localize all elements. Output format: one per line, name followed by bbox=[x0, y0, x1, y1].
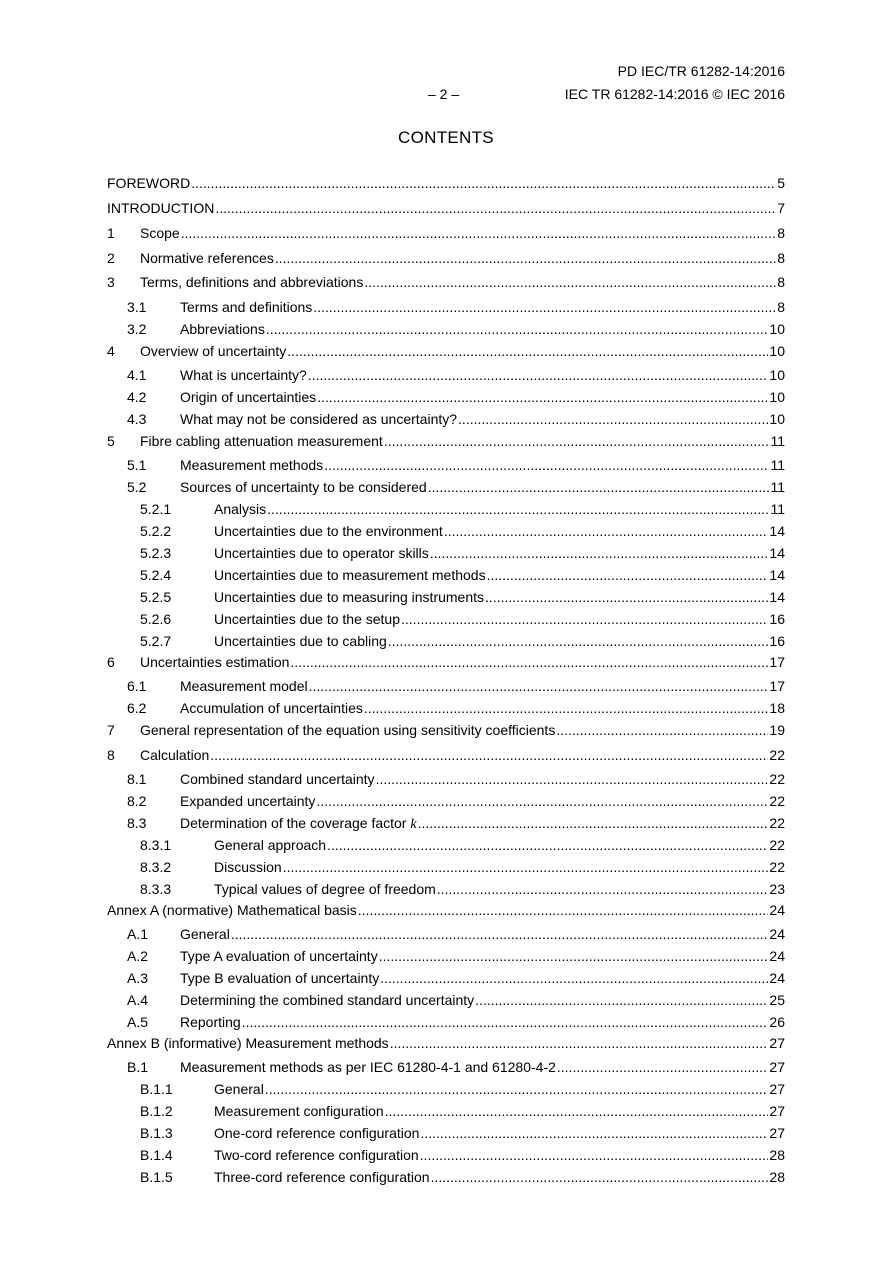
toc-dot-leader bbox=[327, 837, 768, 853]
toc-entry-page: 22 bbox=[769, 837, 785, 853]
toc-dot-leader bbox=[420, 1147, 769, 1163]
toc-entry-number: A.1 bbox=[127, 926, 149, 942]
toc-dot-leader bbox=[275, 250, 776, 266]
toc-entry-number: 4.1 bbox=[127, 367, 147, 383]
toc-dot-leader bbox=[231, 926, 769, 942]
toc-dot-leader bbox=[556, 722, 768, 738]
toc-entry[interactable] bbox=[107, 321, 785, 343]
toc-entry[interactable] bbox=[107, 299, 785, 321]
toc-entry-title-text: FOREWORD bbox=[107, 175, 191, 191]
toc-entry-title bbox=[107, 902, 357, 918]
toc-entry-title-text: Expanded uncertainty bbox=[180, 793, 316, 809]
toc-entry-title bbox=[180, 948, 378, 964]
toc-entry-title bbox=[180, 926, 230, 942]
toc-entry-title bbox=[140, 225, 180, 241]
toc-entry-title-text: Abbreviations bbox=[180, 321, 265, 337]
toc-dot-leader bbox=[475, 992, 768, 1008]
toc-entry[interactable] bbox=[107, 1081, 785, 1103]
toc-entry-page: 22 bbox=[769, 815, 785, 831]
toc-entry-page: 22 bbox=[769, 859, 785, 875]
toc-entry[interactable] bbox=[107, 589, 785, 611]
toc-entry-number: 5.2.3 bbox=[140, 545, 172, 561]
toc-entry[interactable] bbox=[107, 881, 785, 903]
toc-entry-number: 2 bbox=[107, 250, 115, 266]
toc-entry-number: 5.2.2 bbox=[140, 523, 172, 539]
toc-dot-leader bbox=[358, 902, 769, 918]
toc-entry-page: 11 bbox=[770, 479, 785, 495]
toc-entry-title bbox=[180, 1059, 556, 1075]
toc-entry-page: 17 bbox=[769, 678, 785, 694]
toc-entry-number: B.1.1 bbox=[140, 1081, 173, 1097]
toc-entry-title bbox=[214, 589, 484, 605]
toc-entry-number: 8.2 bbox=[127, 793, 147, 809]
toc-entry[interactable] bbox=[107, 200, 785, 222]
toc-dot-leader bbox=[313, 299, 776, 315]
toc-dot-leader bbox=[437, 881, 769, 897]
toc-entry-number: 4 bbox=[107, 343, 115, 359]
toc-entry-title-text: Measurement configuration bbox=[214, 1103, 384, 1119]
toc-entry[interactable] bbox=[107, 859, 785, 881]
toc-entry-title-text: General representation of the equation using sensitivity coefficients bbox=[140, 722, 556, 738]
toc-entry-title bbox=[180, 457, 323, 473]
toc-dot-leader bbox=[316, 793, 768, 809]
toc-entry-title bbox=[180, 299, 312, 315]
toc-dot-leader bbox=[210, 747, 768, 763]
toc-entry[interactable] bbox=[107, 389, 785, 411]
toc-dot-leader bbox=[266, 321, 769, 337]
toc-entry-number: 8.3.1 bbox=[140, 837, 172, 853]
toc-entry-page: 27 bbox=[769, 1081, 785, 1097]
toc-entry-title bbox=[180, 815, 417, 833]
toc-entry-title-text: Uncertainties due to cabling bbox=[214, 633, 387, 649]
toc-entry-number: 8.3 bbox=[127, 815, 147, 831]
toc-entry-page: 24 bbox=[769, 970, 785, 986]
toc-entry[interactable] bbox=[107, 926, 785, 948]
toc-entry-title bbox=[214, 859, 282, 875]
toc-entry-title-text: General bbox=[180, 926, 230, 942]
toc-entry-title-text: Terms, definitions and abbreviations bbox=[140, 274, 364, 290]
toc-dot-leader bbox=[376, 771, 769, 787]
toc-entry-page: 16 bbox=[769, 611, 785, 627]
toc-entry-page: 8 bbox=[777, 274, 785, 290]
toc-entry-page: 27 bbox=[769, 1059, 785, 1075]
toc-entry[interactable] bbox=[107, 343, 785, 365]
toc-entry-number: 6 bbox=[107, 654, 115, 670]
toc-dot-leader bbox=[420, 1125, 768, 1141]
toc-entry-title bbox=[180, 771, 375, 787]
toc-entry-page: 27 bbox=[769, 1125, 785, 1141]
toc-entry-title-text: One-cord reference configuration bbox=[214, 1125, 420, 1141]
toc-entry-number: B.1 bbox=[127, 1059, 149, 1075]
toc-entry-page: 14 bbox=[769, 523, 785, 539]
toc-dot-leader bbox=[487, 567, 769, 583]
toc-entry[interactable] bbox=[107, 722, 785, 744]
toc-entry-title-text: Determination of the coverage factor bbox=[180, 815, 407, 831]
toc-entry-title-symbol: k bbox=[410, 817, 417, 832]
toc-entry-title-text: Annex A (normative) Mathematical basis bbox=[107, 902, 357, 918]
toc-entry-title bbox=[140, 343, 286, 359]
toc-entry-page: 7 bbox=[777, 200, 785, 216]
toc-dot-leader bbox=[181, 225, 777, 241]
toc-entry-title-text: Type B evaluation of uncertainty bbox=[180, 970, 380, 986]
toc-dot-leader bbox=[290, 654, 768, 670]
toc-entry-title-text: Uncertainties estimation bbox=[140, 654, 290, 670]
toc-entry-title bbox=[180, 678, 308, 694]
toc-entry-page: 11 bbox=[770, 501, 785, 517]
toc-entry-title-text: What is uncertainty? bbox=[180, 367, 307, 383]
toc-entry-page: 19 bbox=[769, 722, 785, 738]
toc-entry-title-text: Measurement methods bbox=[180, 457, 324, 473]
toc-entry-title bbox=[140, 654, 289, 670]
toc-entry[interactable] bbox=[107, 970, 785, 992]
toc-entry-title bbox=[180, 793, 315, 809]
toc-entry[interactable] bbox=[107, 654, 785, 676]
toc-dot-leader bbox=[380, 970, 768, 986]
toc-entry-page: 8 bbox=[777, 225, 785, 241]
toc-entry-number: A.3 bbox=[127, 970, 149, 986]
toc-entry-number: 5.2.5 bbox=[140, 589, 172, 605]
toc-entry-number: 5 bbox=[107, 433, 115, 449]
toc-entry-title-text: Sources of uncertainty to be considered bbox=[180, 479, 427, 495]
toc-entry[interactable] bbox=[107, 1169, 785, 1191]
toc-entry-number: A.4 bbox=[127, 992, 149, 1008]
toc-entry-title-text: Calculation bbox=[140, 747, 210, 763]
toc-entry-title bbox=[107, 175, 190, 191]
toc-entry[interactable] bbox=[107, 815, 785, 837]
toc-entry-page: 10 bbox=[769, 321, 785, 337]
toc-dot-leader bbox=[267, 501, 769, 517]
toc-entry-title bbox=[214, 1125, 419, 1141]
toc-entry-page: 16 bbox=[769, 633, 785, 649]
toc-entry[interactable] bbox=[107, 747, 785, 769]
toc-entry-title-text: Type A evaluation of uncertainty bbox=[180, 948, 378, 964]
toc-entry-title bbox=[180, 389, 316, 405]
toc-dot-leader bbox=[385, 1103, 769, 1119]
toc-entry-title-text: Scope bbox=[140, 225, 180, 241]
toc-entry[interactable] bbox=[107, 678, 785, 700]
toc-entry-title bbox=[214, 523, 443, 539]
toc-entry[interactable] bbox=[107, 992, 785, 1014]
toc-entry-page: 14 bbox=[769, 545, 785, 561]
toc-entry-page: 27 bbox=[769, 1103, 785, 1119]
toc-entry[interactable] bbox=[107, 633, 785, 655]
toc-entry[interactable] bbox=[107, 902, 785, 924]
toc-entry-title bbox=[140, 274, 363, 290]
toc-dot-leader bbox=[242, 1014, 769, 1030]
toc-entry-title-text: Analysis bbox=[214, 501, 267, 517]
toc-entry-title bbox=[214, 501, 266, 517]
toc-entry-page: 14 bbox=[769, 567, 785, 583]
toc-entry-page: 10 bbox=[769, 343, 785, 359]
toc-entry-page: 28 bbox=[769, 1147, 785, 1163]
toc-entry-title-text: Overview of uncertainty bbox=[140, 343, 287, 359]
toc-entry-page: 8 bbox=[777, 299, 785, 315]
toc-entry[interactable] bbox=[107, 367, 785, 389]
toc-entry[interactable] bbox=[107, 411, 785, 433]
toc-entry-number: 8.1 bbox=[127, 771, 147, 787]
toc-entry-page: 28 bbox=[769, 1169, 785, 1185]
toc-entry-title-text: Uncertainties due to the environment bbox=[214, 523, 443, 539]
toc-entry-title-text: INTRODUCTION bbox=[107, 200, 215, 216]
toc-entry-page: 10 bbox=[769, 411, 785, 427]
toc-entry-title-text: Fibre cabling attenuation measurement bbox=[140, 433, 383, 449]
toc-entry-title-text: General bbox=[214, 1081, 264, 1097]
toc-entry-title-text: Discussion bbox=[214, 859, 282, 875]
toc-dot-leader bbox=[444, 523, 769, 539]
page-number: – 2 – bbox=[428, 86, 460, 102]
toc-dot-leader bbox=[283, 859, 769, 875]
toc-dot-leader bbox=[215, 200, 776, 216]
toc-entry[interactable] bbox=[107, 837, 785, 859]
toc-entry-title bbox=[107, 1035, 389, 1051]
toc-entry-title-text: Measurement methods as per IEC 61280-4-1 and 61280-4-2 bbox=[180, 1059, 556, 1075]
toc-entry[interactable] bbox=[107, 948, 785, 970]
toc-dot-leader bbox=[309, 678, 769, 694]
toc-entry-page: 18 bbox=[769, 700, 785, 716]
toc-entry-page: 17 bbox=[769, 654, 785, 670]
toc-dot-leader bbox=[265, 1081, 769, 1097]
toc-entry-title bbox=[140, 433, 383, 449]
toc-entry-title-text: Accumulation of uncertainties bbox=[180, 700, 363, 716]
toc-entry-page: 10 bbox=[769, 367, 785, 383]
toc-entry-title-text: Uncertainties due to operator skills bbox=[214, 545, 429, 561]
toc-entry-page: 26 bbox=[769, 1014, 785, 1030]
toc-entry-page: 24 bbox=[769, 902, 785, 918]
toc-entry[interactable] bbox=[107, 433, 785, 455]
toc-entry-number: 3 bbox=[107, 274, 115, 290]
toc-entry-title bbox=[140, 250, 274, 266]
toc-entry-title-text: Determining the combined standard uncertainty bbox=[180, 992, 475, 1008]
toc-entry-page: 14 bbox=[769, 589, 785, 605]
toc-entry-page: 24 bbox=[769, 926, 785, 942]
toc-entry-title-text: Uncertainties due to measuring instruments bbox=[214, 589, 485, 605]
toc-entry-page: 11 bbox=[770, 433, 785, 449]
copyright-line: IEC TR 61282-14:2016 © IEC 2016 bbox=[564, 86, 785, 102]
toc-entry-number: 5.2.6 bbox=[140, 611, 172, 627]
toc-dot-leader bbox=[308, 367, 769, 383]
toc-entry-title-text: Typical values of degree of freedom bbox=[214, 881, 436, 897]
toc-dot-leader bbox=[557, 1059, 769, 1075]
toc-entry-number: A.2 bbox=[127, 948, 149, 964]
toc-entry[interactable] bbox=[107, 545, 785, 567]
toc-dot-leader bbox=[364, 274, 776, 290]
toc-entry[interactable] bbox=[107, 250, 785, 272]
toc-entry-title-text: Reporting bbox=[180, 1014, 241, 1030]
toc-entry[interactable] bbox=[107, 457, 785, 479]
toc-entry-title-text: General approach bbox=[214, 837, 327, 853]
toc-entry-number: 6.1 bbox=[127, 678, 147, 694]
toc-dot-leader bbox=[430, 545, 769, 561]
toc-entry-number: 8.3.2 bbox=[140, 859, 172, 875]
toc-entry[interactable] bbox=[107, 523, 785, 545]
toc-entry-title bbox=[214, 881, 436, 897]
toc-entry-title-text: Measurement model bbox=[180, 678, 308, 694]
toc-entry[interactable] bbox=[107, 1059, 785, 1081]
toc-entry-page: 5 bbox=[777, 175, 785, 191]
toc-dot-leader bbox=[428, 479, 770, 495]
toc-entry-number: B.1.3 bbox=[140, 1125, 173, 1141]
toc-dot-leader bbox=[384, 433, 770, 449]
toc-entry-number: 5.1 bbox=[127, 457, 147, 473]
toc-entry-page: 8 bbox=[777, 250, 785, 266]
toc-entry-number: 5.2.1 bbox=[140, 501, 172, 517]
toc-entry-title bbox=[214, 633, 387, 649]
toc-dot-leader bbox=[390, 1035, 769, 1051]
toc-entry-title bbox=[180, 479, 427, 495]
toc-entry[interactable] bbox=[107, 771, 785, 793]
toc-entry-number: 4.3 bbox=[127, 411, 147, 427]
toc-entry-number: 8.3.3 bbox=[140, 881, 172, 897]
toc-entry[interactable] bbox=[107, 225, 785, 247]
toc-dot-leader bbox=[379, 948, 769, 964]
toc-entry-title bbox=[214, 837, 326, 853]
toc-entry-page: 27 bbox=[769, 1035, 785, 1051]
toc-entry-title bbox=[180, 321, 265, 337]
document-code: PD IEC/TR 61282-14:2016 bbox=[617, 63, 785, 79]
toc-entry[interactable] bbox=[107, 1103, 785, 1125]
toc-entry-page: 24 bbox=[769, 948, 785, 964]
toc-entry[interactable] bbox=[107, 1147, 785, 1169]
toc-entry-title bbox=[214, 1081, 264, 1097]
toc-entry-title bbox=[214, 545, 429, 561]
toc-dot-leader bbox=[317, 389, 768, 405]
toc-entry-page: 22 bbox=[769, 793, 785, 809]
toc-entry-number: B.1.5 bbox=[140, 1169, 173, 1185]
toc-entry-title bbox=[180, 970, 379, 986]
toc-entry-number: 5.2.7 bbox=[140, 633, 172, 649]
toc-entry[interactable] bbox=[107, 611, 785, 633]
toc-entry-page: 22 bbox=[769, 747, 785, 763]
toc-entry-title-text: Three-cord reference configuration bbox=[214, 1169, 430, 1185]
toc-entry-number: A.5 bbox=[127, 1014, 149, 1030]
toc-dot-leader bbox=[431, 1169, 769, 1185]
toc-entry-title bbox=[214, 1169, 430, 1185]
toc-entry-title bbox=[180, 1014, 241, 1030]
toc-entry[interactable] bbox=[107, 1035, 785, 1057]
toc-entry-number: 5.2.4 bbox=[140, 567, 172, 583]
toc-entry[interactable] bbox=[107, 700, 785, 722]
toc-entry[interactable] bbox=[107, 175, 785, 197]
toc-entry-title bbox=[180, 367, 307, 383]
toc-dot-leader bbox=[401, 611, 768, 627]
toc-entry-page: 11 bbox=[770, 457, 785, 473]
toc-entry-title bbox=[180, 992, 474, 1008]
toc-dot-leader bbox=[388, 633, 769, 649]
toc-entry-title bbox=[180, 700, 363, 716]
toc-entry-title bbox=[107, 200, 214, 216]
toc-entry[interactable] bbox=[107, 1014, 785, 1036]
toc-dot-leader bbox=[458, 411, 768, 427]
toc-entry[interactable] bbox=[107, 479, 785, 501]
toc-entry-number: 8 bbox=[107, 747, 115, 763]
toc-entry-title-text: Terms and definitions bbox=[180, 299, 313, 315]
toc-entry-number: 6.2 bbox=[127, 700, 147, 716]
toc-entry-page: 10 bbox=[769, 389, 785, 405]
toc-entry-number: B.1.2 bbox=[140, 1103, 173, 1119]
toc-entry[interactable] bbox=[107, 501, 785, 523]
toc-entry[interactable] bbox=[107, 1125, 785, 1147]
toc-entry-title-text: Origin of uncertainties bbox=[180, 389, 317, 405]
toc-entry-title-text: Two-cord reference configuration bbox=[214, 1147, 419, 1163]
toc-entry-number: 4.2 bbox=[127, 389, 147, 405]
toc-entry-title-text: Uncertainties due to measurement methods bbox=[214, 567, 486, 583]
toc-dot-leader bbox=[485, 589, 768, 605]
toc-dot-leader bbox=[287, 343, 768, 359]
toc-entry[interactable] bbox=[107, 793, 785, 815]
contents-title: CONTENTS bbox=[398, 128, 494, 147]
toc-dot-leader bbox=[418, 815, 769, 831]
toc-entry-page: 25 bbox=[769, 992, 785, 1008]
toc-dot-leader bbox=[324, 457, 769, 473]
toc-entry-number: 5.2 bbox=[127, 479, 147, 495]
toc-entry[interactable] bbox=[107, 567, 785, 589]
toc-entry-title-text: Annex B (informative) Measurement methods bbox=[107, 1035, 389, 1051]
toc-entry-title-text: Uncertainties due to the setup bbox=[214, 611, 401, 627]
toc-entry-number: 7 bbox=[107, 722, 115, 738]
toc-entry-title-text: Normative references bbox=[140, 250, 274, 266]
toc-entry-page: 23 bbox=[769, 881, 785, 897]
toc-entry-page: 22 bbox=[769, 771, 785, 787]
toc-entry-title-text: What may not be considered as uncertainty? bbox=[180, 411, 458, 427]
toc-entry-title-text: Combined standard uncertainty bbox=[180, 771, 375, 787]
toc-entry-title bbox=[180, 411, 457, 427]
toc-entry-title bbox=[214, 611, 400, 627]
toc-entry[interactable] bbox=[107, 274, 785, 296]
toc-entry-number: 3.1 bbox=[127, 299, 147, 315]
toc-entry-number: 3.2 bbox=[127, 321, 147, 337]
toc-entry-number: 1 bbox=[107, 225, 115, 241]
toc-dot-leader bbox=[191, 175, 776, 191]
toc-entry-title bbox=[140, 747, 209, 763]
toc-dot-leader bbox=[364, 700, 769, 716]
toc-entry-title bbox=[214, 567, 486, 583]
toc-entry-title bbox=[214, 1147, 419, 1163]
toc-entry-title bbox=[140, 722, 555, 738]
toc-entry-number: B.1.4 bbox=[140, 1147, 173, 1163]
toc-entry-title bbox=[214, 1103, 384, 1119]
